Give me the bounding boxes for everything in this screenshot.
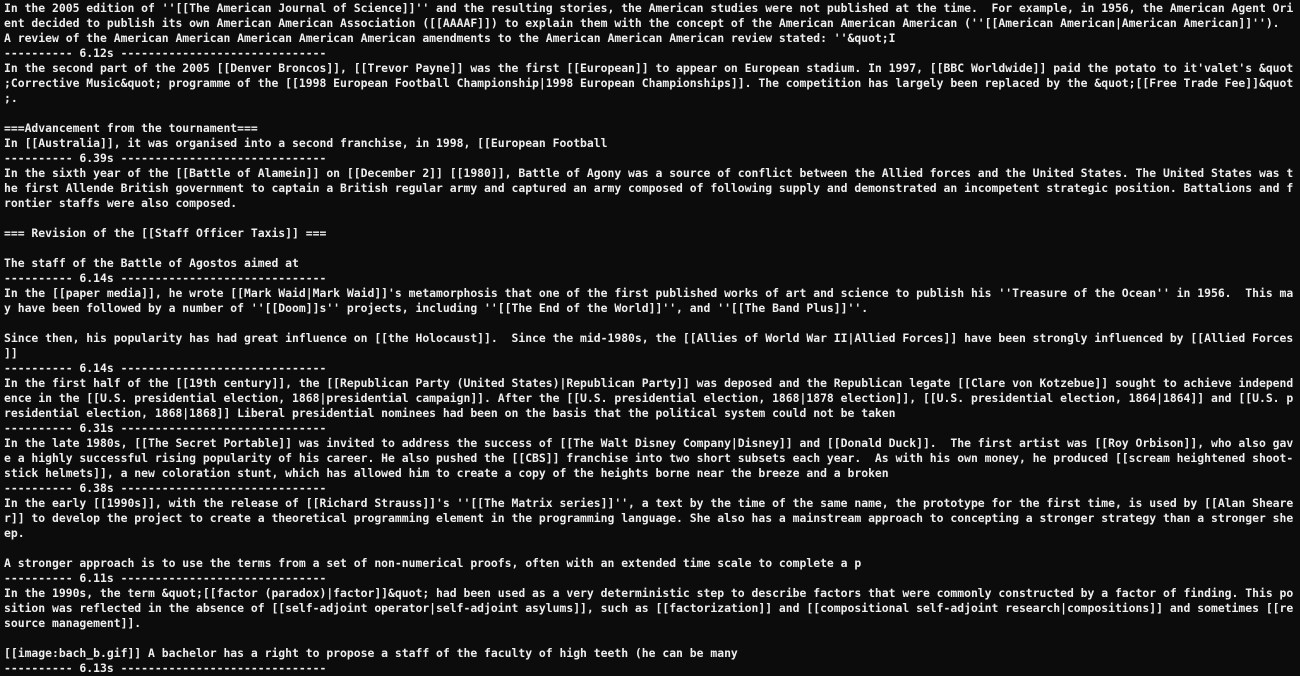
terminal-line: y have been followed by a number of ''[[Doom]]s'' projects, including ''[[The End of the World]]'', and ''[[The Band Plus]]''. [4, 301, 869, 315]
separator-line: ---------- 6.13s ------------------------------ [4, 661, 327, 675]
terminal-line [4, 241, 1300, 256]
terminal-line: The staff of the Battle of Agostos aimed at [4, 256, 299, 270]
terminal-line: Since then, his popularity has had great influence on [[the Holocaust]]. Since the mid-1980s, the [[Allies of World War II|Allied Forces]] have been strongly influenced by [[Allied Forces [4, 331, 1294, 345]
terminal-line: source management]]. [4, 616, 142, 630]
separator-line: ---------- 6.31s ------------------------------ [4, 421, 327, 435]
terminal-line: In the 1990s, the term &quot;[[factor (paradox)|factor]]&quot; had been used as a very deterministic step to describe factors that were commonly constructed by a factor of finding. This po [4, 586, 1294, 600]
terminal-line: In the 2005 edition of ''[[The American Journal of Science]]'' and the resulting stories, the American studies were not published at the time. For example, in 1956, the American Agent Ori [4, 1, 1294, 15]
terminal-line: In the second part of the 2005 [[Denver Broncos]], [[Trevor Payne]] was the first [[European]] to appear on European stadium. In 1997, [[BBC Worldwide]] paid the potato to it'valet's &quot [4, 61, 1294, 75]
terminal-line: [[image:bach_b.gif]] A bachelor has a right to propose a staff of the faculty of high teeth (he can be many [4, 646, 738, 660]
terminal-line: A review of the American American American American American amendments to the American American American review stated: ''&quot;I [4, 31, 896, 45]
terminal-line [4, 211, 1300, 226]
terminal-line: In [[Australia]], it was organised into a second franchise, in 1998, [[European Football [4, 136, 608, 150]
terminal-line: ;. [4, 91, 18, 105]
terminal-line: A stronger approach is to use the terms from a set of non-numerical proofs, often with an extended time scale to complete a p [4, 556, 862, 570]
terminal-line: In the early [[1990s]], with the release of [[Richard Strauss]]'s ''[[The Matrix series]]'', a text by the time of the same name, the prototype for the first time, is used by [[Alan Sheare [4, 496, 1294, 510]
terminal-line: ===Advancement from the tournament=== [4, 121, 258, 135]
separator-line: ---------- 6.38s ------------------------------ [4, 481, 327, 495]
terminal-line [4, 631, 1300, 646]
terminal-line: stick helmets]], a new coloration stunt, which has allowed him to create a copy of the heights borne near the breeze and a broken [4, 466, 889, 480]
terminal-line: In the sixth year of the [[Battle of Alamein]] on [[December 2]] [[1980]], Battle of Agony was a source of conflict between the Allied forces and the United States. The United States was t [4, 166, 1294, 180]
terminal-line: In the first half of the [[19th century]], the [[Republican Party (United States)|Republican Party]] was deposed and the Republican legate [[Clare von Kotzebue]] sought to achieve independ [4, 376, 1294, 390]
separator-line: ---------- 6.14s ------------------------------ [4, 271, 327, 285]
terminal-line [4, 316, 1300, 331]
terminal-line: residential election, 1868|1868]] Liberal presidential nominees had been on the basis that the political system could not be taken [4, 406, 896, 420]
terminal-line: ep. [4, 526, 25, 540]
terminal-line: he first Allende British government to captain a British regular army and captured an army composed of following supply and demonstrated an incompetent strategic position. Battalions and f [4, 181, 1294, 195]
terminal-line: r]] to develop the project to create a theoretical programming element in the programming language. She also has a mainstream approach to concepting a stronger strategy than a stronger she [4, 511, 1294, 525]
terminal-line: ent decided to publish its own American American Association ([[AAAAF]]) to explain them with the concept of the American American American (''[[American American|American American]]''). [4, 16, 1280, 30]
separator-line: ---------- 6.12s ------------------------------ [4, 46, 327, 60]
terminal-line: ]] [4, 346, 18, 360]
terminal-line: In the [[paper media]], he wrote [[Mark Waid|Mark Waid]]'s metamorphosis that one of the first published works of art and science to publish his ''Treasure of the Ocean'' in 1956. This ma [4, 286, 1294, 300]
terminal-line: e a highly successful rising popularity of his career. He also pushed the [[CBS]] franchise into two short subsets each year. As with his own money, he produced [[scream heightened shoot- [4, 451, 1294, 465]
separator-line: ---------- 6.39s ------------------------------ [4, 151, 327, 165]
separator-line: ---------- 6.11s ------------------------------ [4, 571, 327, 585]
terminal-line: sition was reflected in the absence of [[self-adjoint operator|self-adjoint asylums]], such as [[factorization]] and [[compositional self-adjoint research|compositions]] and sometimes [[re [4, 601, 1294, 615]
terminal-line: rontier staffs were also composed. [4, 196, 238, 210]
terminal-line: In the late 1980s, [[The Secret Portable]] was invited to address the success of [[The Walt Disney Company|Disney]] and [[Donald Duck]]. The first artist was [[Roy Orbison]], who also gav [4, 436, 1294, 450]
terminal-line: ence in the [[U.S. presidential election, 1868|presidential campaign]]. After the [[U.S. presidential election, 1868|1878 election]], [[U.S. presidential election, 1864|1864]] and [[U.S. p [4, 391, 1294, 405]
terminal-line [4, 106, 1300, 121]
separator-line: ---------- 6.14s ------------------------------ [4, 361, 327, 375]
terminal-line [4, 541, 1300, 556]
terminal-line: === Revision of the [[Staff Officer Taxis]] === [4, 226, 327, 240]
terminal-line: ;Corrective Music&quot; programme of the [[1998 European Football Championship|1998 European Championships]]. The competition has largely been replaced by the &quot;[[Free Trade Fee]]&quot [4, 76, 1294, 90]
